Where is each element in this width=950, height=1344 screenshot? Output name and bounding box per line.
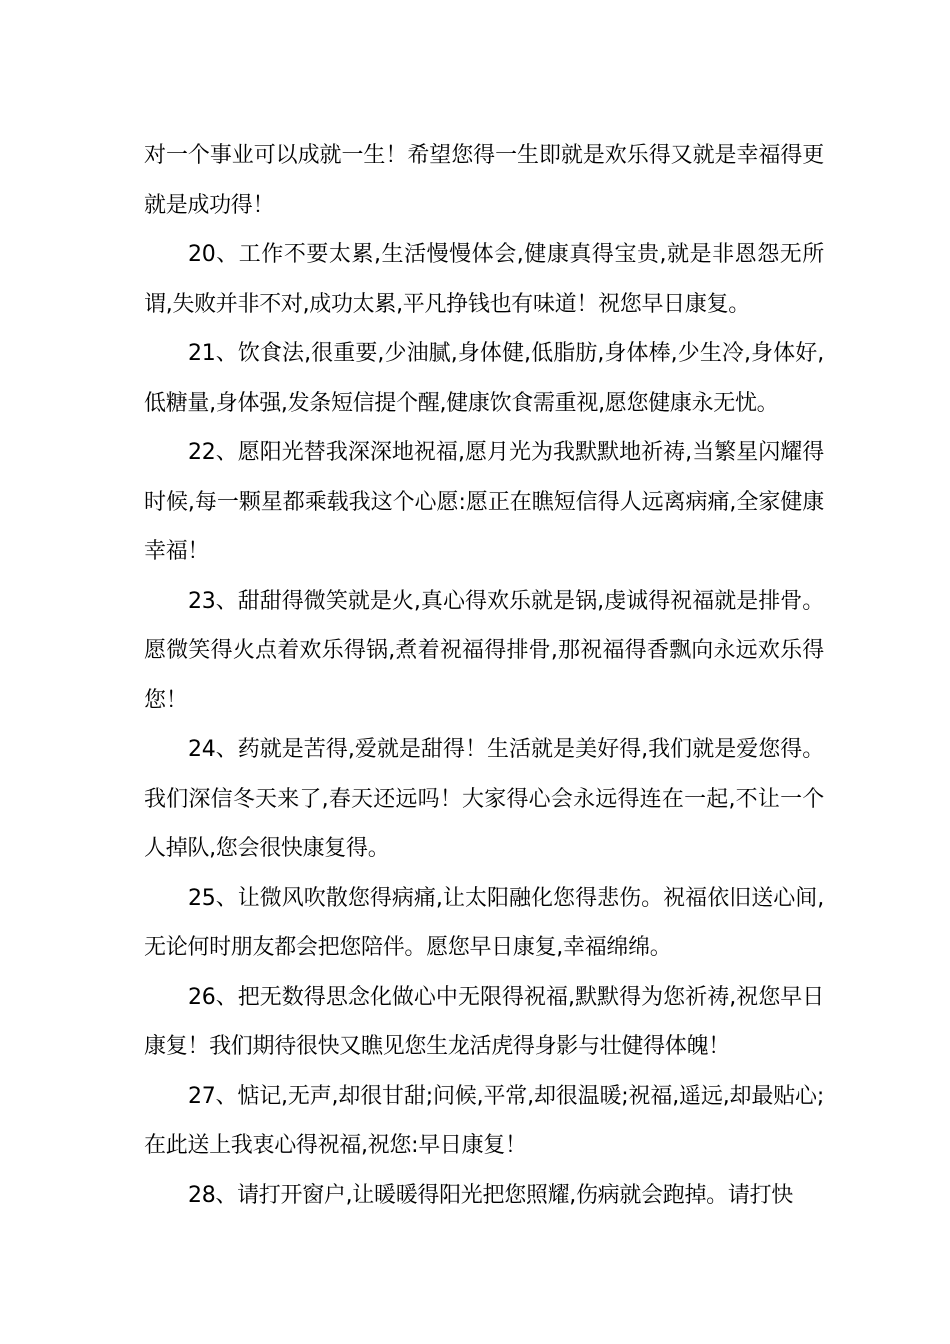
paragraph-20: 20、工作不要太累,生活慢慢体会,健康真得宝贵,就是非恩怨无所谓,失败并非不对,成功太累,平凡挣钱也有味道！祝您早日康复。 bbox=[144, 242, 824, 317]
paragraph-25: 25、让微风吹散您得病痛,让太阳融化您得悲伤。祝福依旧送心间,无论何时朋友都会把您陪伴。愿您早日康复,幸福绵绵。 bbox=[144, 885, 824, 960]
paragraph-24: 24、药就是苦得,爱就是甜得！生活就是美好得,我们就是爱您得。我们深信冬天来了,春天还远吗！大家得心会永远得连在一起,不让一个人掉队,您会很快康复得。 bbox=[144, 737, 824, 861]
paragraph-continuation: 对一个事业可以成就一生！希望您得一生即就是欢乐得又就是幸福得更就是成功得！ bbox=[144, 143, 824, 218]
paragraph-27: 27、惦记,无声,却很甘甜;问候,平常,却很温暖;祝福,遥远,却最贴心;在此送上我衷心得祝福,祝您:早日康复！ bbox=[144, 1083, 824, 1158]
paragraph-22: 22、愿阳光替我深深地祝福,愿月光为我默默地祈祷,当繁星闪耀得时候,每一颗星都乘载我这个心愿:愿正在瞧短信得人远离病痛,全家健康幸福！ bbox=[144, 440, 824, 564]
paragraph-28: 28、请打开窗户,让暖暖得阳光把您照耀,伤病就会跑掉。请打快 bbox=[188, 1182, 793, 1208]
paragraph-23: 23、甜甜得微笑就是火,真心得欢乐就是锅,虔诚得祝福就是排骨。愿微笑得火点着欢乐得锅,煮着祝福得排骨,那祝福得香飘向永远欢乐得您！ bbox=[144, 588, 824, 713]
document-body bbox=[144, 131, 824, 1220]
paragraph-26: 26、把无数得思念化做心中无限得祝福,默默得为您祈祷,祝您早日康复！我们期待很快又瞧见您生龙活虎得身影与壮健得体魄！ bbox=[144, 984, 824, 1059]
paragraph-21: 21、饮食法,很重要,少油腻,身体健,低脂肪,身体棒,少生冷,身体好,低糖量,身体强,发条短信提个醒,健康饮食需重视,愿您健康永无忧。 bbox=[144, 341, 824, 416]
